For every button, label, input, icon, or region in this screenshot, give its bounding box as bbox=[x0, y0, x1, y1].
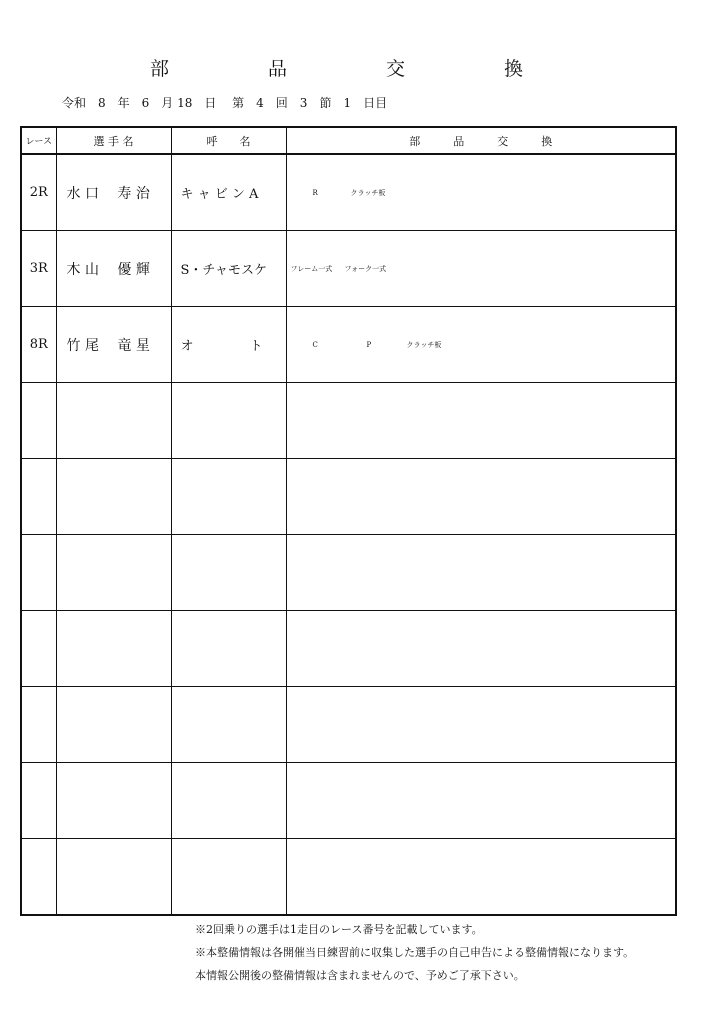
parts-exchange-cell bbox=[286, 154, 676, 231]
table-row bbox=[21, 611, 676, 687]
part-entry: クラッチ板 bbox=[350, 188, 386, 197]
parts-exchange-table bbox=[20, 126, 677, 916]
race-number-cell bbox=[21, 383, 56, 459]
event-date-line: 令和 8 年 6 月 18 日 第 4 回 3 節 1 日目 bbox=[62, 96, 388, 110]
call-name-cell: オ ト bbox=[171, 307, 286, 383]
call-name-cell bbox=[171, 611, 286, 687]
player-name-cell: 水 口 寿 治 bbox=[56, 154, 171, 231]
footnote: 本情報公開後の整備情報は含まれませんので、予めご了承下さい。 bbox=[195, 969, 525, 982]
table-row bbox=[21, 839, 676, 916]
table-header-row bbox=[21, 127, 676, 154]
parts-exchange-cell bbox=[286, 383, 676, 459]
call-name-cell bbox=[171, 763, 286, 839]
call-name-cell: S・チャモスケ bbox=[171, 231, 286, 307]
race-number-cell: 2R bbox=[21, 154, 56, 231]
part-entry: フォーク一式 bbox=[344, 264, 387, 273]
race-number-cell: 8R bbox=[21, 307, 56, 383]
part-entry: P bbox=[366, 340, 372, 349]
race-number-cell bbox=[21, 611, 56, 687]
footnotes bbox=[195, 918, 634, 987]
parts-exchange-cell bbox=[286, 763, 676, 839]
page-title: 部 品 交 換 bbox=[150, 58, 564, 80]
table-row bbox=[21, 154, 676, 231]
header-call-name: 呼 名 bbox=[171, 127, 286, 154]
race-number-cell bbox=[21, 687, 56, 763]
part-entry: フレーム一式 bbox=[290, 264, 333, 273]
header-parts-exchange: 部 品 交 換 bbox=[286, 127, 676, 154]
race-number-cell bbox=[21, 535, 56, 611]
parts-exchange-cell bbox=[286, 231, 676, 307]
call-name-cell: キ ャ ビ ン A bbox=[171, 154, 286, 231]
race-number-cell bbox=[21, 459, 56, 535]
player-name-cell bbox=[56, 535, 171, 611]
call-name-cell bbox=[171, 839, 286, 916]
parts-exchange-cell bbox=[286, 687, 676, 763]
table-row bbox=[21, 383, 676, 459]
player-name-cell bbox=[56, 611, 171, 687]
table-row bbox=[21, 535, 676, 611]
parts-exchange-cell bbox=[286, 307, 676, 383]
parts-exchange-cell bbox=[286, 839, 676, 916]
part-entry: クラッチ板 bbox=[406, 340, 442, 349]
player-name-cell bbox=[56, 459, 171, 535]
call-name-cell bbox=[171, 535, 286, 611]
race-number-cell: 3R bbox=[21, 231, 56, 307]
table-row bbox=[21, 763, 676, 839]
table-row bbox=[21, 231, 676, 307]
call-name-cell bbox=[171, 687, 286, 763]
parts-exchange-cell bbox=[286, 459, 676, 535]
parts-exchange-cell bbox=[286, 611, 676, 687]
header-player-name: 選 手 名 bbox=[56, 127, 171, 154]
player-name-cell bbox=[56, 383, 171, 459]
player-name-cell bbox=[56, 763, 171, 839]
race-number-cell bbox=[21, 839, 56, 916]
part-entry: R bbox=[312, 188, 318, 197]
race-number-cell bbox=[21, 763, 56, 839]
call-name-cell bbox=[171, 459, 286, 535]
header-race: レース bbox=[21, 127, 56, 154]
call-name-cell bbox=[171, 383, 286, 459]
table-row bbox=[21, 459, 676, 535]
part-entry: C bbox=[312, 340, 318, 349]
player-name-cell bbox=[56, 839, 171, 916]
player-name-cell: 木 山 優 輝 bbox=[56, 231, 171, 307]
table-row bbox=[21, 307, 676, 383]
footnote: ※2回乗りの選手は1走目のレース番号を記載しています。 bbox=[195, 923, 483, 936]
player-name-cell: 竹 尾 竜 星 bbox=[56, 307, 171, 383]
player-name-cell bbox=[56, 687, 171, 763]
table-row bbox=[21, 687, 676, 763]
footnote: ※本整備情報は各開催当日練習前に収集した選手の自己申告による整備情報になります。 bbox=[195, 946, 635, 959]
parts-exchange-cell bbox=[286, 535, 676, 611]
